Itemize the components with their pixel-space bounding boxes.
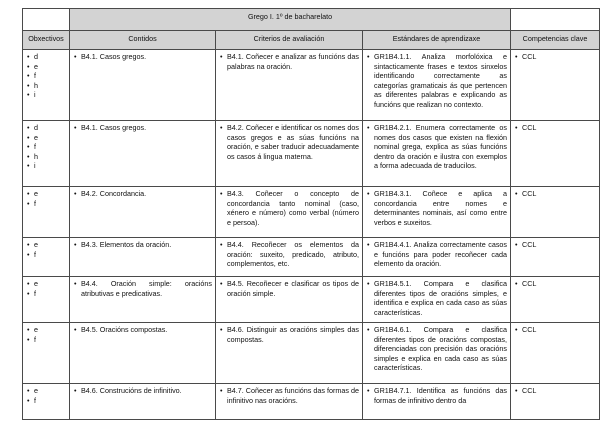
competence-item: • CCL [522, 123, 596, 133]
competence-cell [511, 187, 600, 238]
curriculum-table-wrapper [22, 8, 599, 420]
standard-item: • GR1B4.3.1. Coñece e aplica a concordancia entre nomes e determinantes nominais, así como entre verbos e suxeitos. [374, 189, 507, 227]
objective-item: • f [34, 142, 66, 152]
content-item: • B4.4. Oración simple: oracións atributivas e predicativas. [81, 279, 212, 298]
standard-cell-list [366, 189, 507, 227]
objectives-cell [23, 384, 70, 420]
competence-cell [511, 121, 600, 187]
standard-cell-list [366, 325, 507, 373]
criterion-cell-list [219, 240, 359, 269]
standard-cell-list [366, 240, 507, 269]
criterion-cell-list [219, 123, 359, 161]
standard-item: • GR1B4.2.1. Enumera correctamente os nomes dos casos que existen na flexión nominal grega, explica as súas funcións dentro da oración e ilustra con exemplos a forma adecuada de traducilos. [374, 123, 507, 171]
content-cell [70, 121, 216, 187]
objective-item: • f [34, 335, 66, 345]
competence-cell-list [514, 386, 596, 396]
content-cell-list [73, 386, 212, 396]
table-row [23, 238, 600, 277]
objectives-cell [23, 187, 70, 238]
criterion-item: • B4.1. Coñecer e analizar as funcións das palabras na oración. [227, 52, 359, 71]
criterion-cell [216, 187, 363, 238]
objective-item: • e [34, 189, 66, 199]
objective-item: • e [34, 325, 66, 335]
content-item: • B4.6. Construcións de infinitivo. [81, 386, 212, 396]
objective-item: • f [34, 199, 66, 209]
content-cell-list [73, 279, 212, 298]
competence-item: • CCL [522, 386, 596, 396]
competence-item: • CCL [522, 279, 596, 289]
title-spacer-cell [23, 9, 70, 31]
competence-cell [511, 277, 600, 323]
competence-cell-list [514, 52, 596, 62]
content-item: • B4.5. Oracións compostas. [81, 325, 212, 335]
table-row [23, 384, 600, 420]
header-standards: Estándares de aprendizaxe [363, 31, 511, 50]
header-row [23, 31, 600, 50]
content-cell [70, 187, 216, 238]
criterion-cell-list [219, 386, 359, 405]
criterion-cell-list [219, 325, 359, 344]
criterion-item: • B4.2. Coñecer e identificar os nomes dos casos gregos e as súas funcións na oración, e saber traducir adecuadamente os casos á lingua materna. [227, 123, 359, 161]
content-item: • B4.1. Casos gregos. [81, 123, 212, 133]
objective-item: • h [34, 152, 66, 162]
competence-item: • CCL [522, 240, 596, 250]
objectives-list [26, 240, 66, 259]
objective-item: • e [34, 62, 66, 72]
objectives-list [26, 386, 66, 405]
objectives-list [26, 279, 66, 298]
objective-item: • d [34, 52, 66, 62]
criterion-cell [216, 121, 363, 187]
competence-cell-list [514, 123, 596, 133]
standard-cell-list [366, 386, 507, 405]
objective-item: • f [34, 250, 66, 260]
title-spacer-cell [511, 9, 600, 31]
objectives-cell [23, 323, 70, 384]
criterion-item: • B4.7. Coñecer as funcións das formas de infinitivo nas oracións. [227, 386, 359, 405]
content-cell [70, 238, 216, 277]
content-cell [70, 50, 216, 121]
table-row [23, 277, 600, 323]
competence-item: • CCL [522, 325, 596, 335]
header-contents: Contidos [70, 31, 216, 50]
competence-cell [511, 50, 600, 121]
standard-cell-list [366, 123, 507, 171]
competence-cell-list [514, 325, 596, 335]
objectives-list [26, 52, 66, 100]
criterion-cell-list [219, 189, 359, 227]
competence-item: • CCL [522, 52, 596, 62]
content-item: • B4.1. Casos gregos. [81, 52, 212, 62]
content-cell [70, 277, 216, 323]
header-competences: Competencias clave [511, 31, 600, 50]
objective-item: • f [34, 396, 66, 406]
criterion-cell [216, 238, 363, 277]
content-cell-list [73, 325, 212, 335]
standard-item: • GR1B4.4.1. Analiza correctamente casos e funcións para poder recoñecer cada elemento da oración. [374, 240, 507, 269]
table-row [23, 187, 600, 238]
objectives-cell [23, 238, 70, 277]
standard-cell [363, 384, 511, 420]
header-criteria: Criterios de avaliación [216, 31, 363, 50]
objectives-cell [23, 121, 70, 187]
standard-item: • GR1B4.7.1. Identifica as funcións das formas de infinitivo dentro da [374, 386, 507, 405]
competence-cell [511, 384, 600, 420]
content-cell-list [73, 52, 212, 62]
curriculum-table [22, 8, 600, 420]
content-cell [70, 323, 216, 384]
competence-item: • CCL [522, 189, 596, 199]
table-row [23, 121, 600, 187]
standard-item: • GR1B4.6.1. Compara e clasifica diferentes tipos de oracións compostas, diferenciadas con precisión das oracións simples e explica en cada caso as súas características. [374, 325, 507, 373]
standard-item: • GR1B4.1.1. Analiza morfolóxica e sintacticamente frases e textos sinxelos identificando correctamente as categorías gramaticais ás que pertencen as diferentes palabras e explicando as funcións que realizan no contexto. [374, 52, 507, 110]
criterion-item: • B4.6. Distinguir as oracións simples das compostas. [227, 325, 359, 344]
table-row [23, 50, 600, 121]
objective-item: • e [34, 240, 66, 250]
content-cell-list [73, 240, 212, 250]
objective-item: • f [34, 71, 66, 81]
content-item: • B4.2. Concordancia. [81, 189, 212, 199]
objectives-list [26, 123, 66, 171]
standard-cell [363, 187, 511, 238]
table-body [23, 50, 600, 420]
competence-cell-list [514, 240, 596, 250]
competence-cell [511, 323, 600, 384]
criterion-cell-list [219, 52, 359, 71]
standard-cell [363, 50, 511, 121]
standard-cell-list [366, 52, 507, 110]
content-item: • B4.3. Elementos da oración. [81, 240, 212, 250]
criterion-cell [216, 50, 363, 121]
objective-item: • h [34, 81, 66, 91]
competence-cell-list [514, 279, 596, 289]
objective-item: • e [34, 386, 66, 396]
criterion-cell [216, 277, 363, 323]
table-row [23, 323, 600, 384]
objectives-cell [23, 50, 70, 121]
title-row [23, 9, 600, 31]
competence-cell-list [514, 189, 596, 199]
criterion-item: • B4.4. Recoñecer os elementos da oración: suxeito, predicado, atributo, complementos, etc. [227, 240, 359, 269]
standard-item: • GR1B4.5.1. Compara e clasifica diferentes tipos de oracións simples, e identifica e explica en cada caso as súas características. [374, 279, 507, 317]
objectives-cell [23, 277, 70, 323]
objective-item: • f [34, 289, 66, 299]
content-cell [70, 384, 216, 420]
standard-cell [363, 277, 511, 323]
content-cell-list [73, 123, 212, 133]
criterion-item: • B4.3. Coñecer o concepto de concordancia tanto nominal (caso, xénero e número) como verbal (número e persoa). [227, 189, 359, 227]
content-cell-list [73, 189, 212, 199]
criterion-cell [216, 323, 363, 384]
objective-item: • i [34, 90, 66, 100]
objective-item: • d [34, 123, 66, 133]
objectives-list [26, 189, 66, 208]
criterion-cell [216, 384, 363, 420]
competence-cell [511, 238, 600, 277]
standard-cell [363, 238, 511, 277]
table-title: Grego I. 1º de bacharelato [70, 9, 511, 31]
objectives-list [26, 325, 66, 344]
objective-item: • e [34, 133, 66, 143]
criterion-cell-list [219, 279, 359, 298]
standard-cell [363, 121, 511, 187]
standard-cell [363, 323, 511, 384]
objective-item: • e [34, 279, 66, 289]
objective-item: • i [34, 161, 66, 171]
header-objectives: Obxectivos [23, 31, 70, 50]
standard-cell-list [366, 279, 507, 317]
criterion-item: • B4.5. Recoñecer e clasificar os tipos de oración simple. [227, 279, 359, 298]
